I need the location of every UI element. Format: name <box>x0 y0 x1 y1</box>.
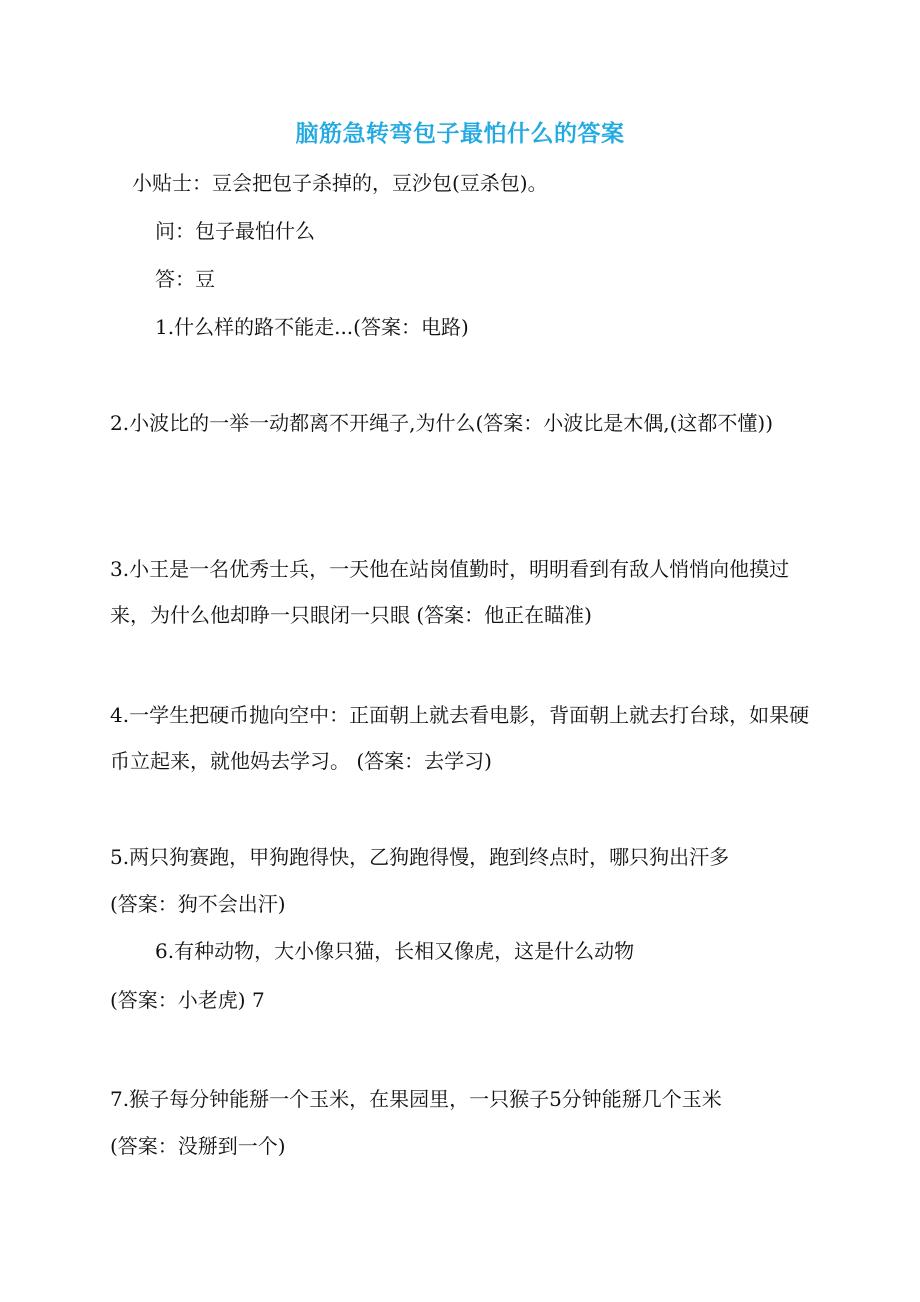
answer-text: 答：豆 <box>155 267 215 291</box>
riddle-item: 1.什么样的路不能走...(答案：电路) <box>155 315 469 339</box>
riddle-item: 3.小王是一名优秀士兵，一天他在站岗值勤时，明明看到有敌人悄悄向他摸过来，为什么他却睁一只眼闭一只眼 (答案：他正在瞄准) <box>110 557 790 627</box>
riddle-item: 6.有种动物，大小像只猫，长相又像虎，这是什么动物 <box>155 939 635 963</box>
riddle-item: 5.两只狗赛跑，甲狗跑得快，乙狗跑得慢，跑到终点时，哪只狗出汗多 <box>110 845 730 869</box>
tip-text: 小贴士：豆会把包子杀掉的，豆沙包(豆杀包)。 <box>132 171 548 195</box>
document-title: 脑筋急转弯包子最怕什么的答案 <box>295 121 625 147</box>
riddle-answer: (答案：没掰到一个) <box>110 1134 286 1158</box>
question-text: 问：包子最怕什么 <box>155 219 315 243</box>
riddle-item: 2.小波比的一举一动都离不开绳子,为什么(答案：小波比是木偶,(这都不懂)) <box>110 411 774 435</box>
riddle-answer: (答案：小老虎) 7 <box>110 988 265 1012</box>
riddle-item: 4.一学生把硬币抛向空中：正面朝上就去看电影，背面朝上就去打台球，如果硬币立起来，就他妈去学习。 (答案：去学习) <box>110 703 810 773</box>
riddle-answer: (答案：狗不会出汗) <box>110 892 286 916</box>
riddle-item: 7.猴子每分钟能掰一个玉米，在果园里，一只猴子5分钟能掰几个玉米 <box>110 1087 722 1111</box>
